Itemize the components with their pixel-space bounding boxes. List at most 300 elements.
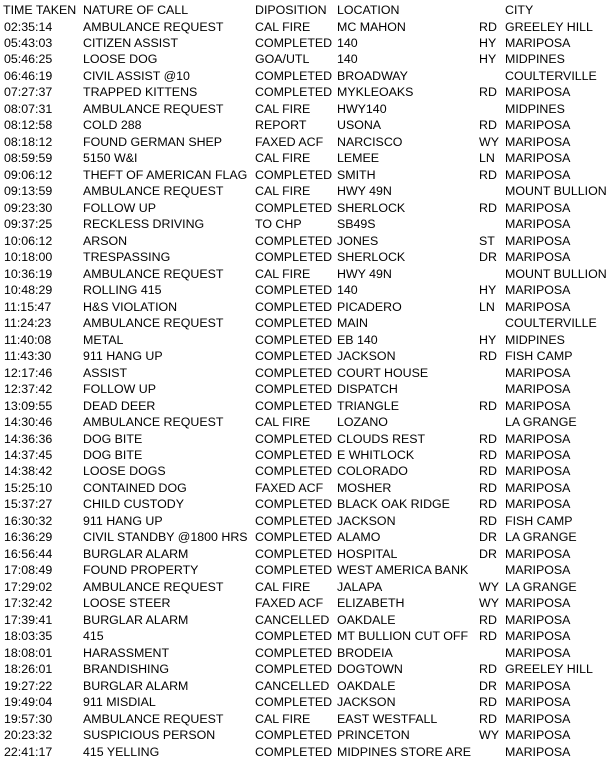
table-row	[0, 51, 614, 67]
location-cell: JACKSON	[337, 349, 396, 364]
time-taken-cell: 17:29:02	[4, 579, 53, 594]
disposition-cell: COMPLETED	[255, 744, 333, 759]
location-cell: USONA	[337, 118, 382, 133]
location-cell: MT BULLION CUT OFF	[337, 629, 469, 644]
road-type-cell: DR	[479, 250, 497, 265]
time-taken-cell: 10:18:00	[4, 250, 53, 265]
city-cell: MARIPOSA	[505, 283, 571, 298]
nature-of-call-cell: AMBULANCE REQUEST	[83, 19, 224, 34]
location-cell: ELIZABETH	[337, 596, 405, 611]
time-taken-cell: 13:09:55	[4, 398, 53, 413]
disposition-cell: CAL FIRE	[255, 711, 311, 726]
road-type-cell: RD	[479, 662, 497, 677]
time-taken-cell: 14:36:36	[4, 431, 53, 446]
disposition-cell: COMPLETED	[255, 447, 333, 462]
disposition-cell: COMPLETED	[255, 233, 333, 248]
time-taken-cell: 12:17:46	[4, 365, 53, 380]
location-cell: 140	[337, 52, 358, 67]
time-taken-cell: 07:27:37	[4, 85, 53, 100]
table-row	[0, 101, 614, 117]
header-time-taken: TIME TAKEN	[3, 3, 77, 17]
time-taken-cell: 14:37:45	[4, 447, 53, 462]
city-cell: MARIPOSA	[505, 365, 571, 380]
nature-of-call-cell: ARSON	[83, 233, 128, 248]
road-type-cell: RD	[479, 167, 497, 182]
road-type-cell: ST	[479, 233, 495, 248]
table-row	[0, 365, 614, 381]
table-row	[0, 183, 614, 199]
disposition-cell: COMPLETED	[255, 497, 333, 512]
city-cell: MIDPINES	[505, 52, 565, 67]
disposition-cell: CAL FIRE	[255, 19, 311, 34]
disposition-cell: CAL FIRE	[255, 151, 311, 166]
disposition-cell: COMPLETED	[255, 398, 333, 413]
location-cell: MYKLEOAKS	[337, 85, 414, 100]
road-type-cell: RD	[479, 695, 497, 710]
time-taken-cell: 09:13:59	[4, 184, 53, 199]
disposition-cell: COMPLETED	[255, 563, 333, 578]
road-type-cell: WY	[479, 134, 499, 149]
nature-of-call-cell: 415 YELLING	[83, 744, 160, 759]
city-cell: FISH CAMP	[505, 513, 573, 528]
disposition-cell: COMPLETED	[255, 431, 333, 446]
nature-of-call-cell: TRAPPED KITTENS	[83, 85, 198, 100]
time-taken-cell: 05:43:03	[4, 35, 53, 50]
location-cell: LEMEE	[337, 151, 380, 166]
disposition-cell: FAXED ACF	[255, 596, 324, 611]
disposition-cell: CANCELLED	[255, 678, 330, 693]
disposition-cell: CAL FIRE	[255, 266, 311, 281]
disposition-cell: COMPLETED	[255, 299, 333, 314]
location-cell: 140	[337, 283, 358, 298]
city-cell: MIDPINES	[505, 332, 565, 347]
time-taken-cell: 14:30:46	[4, 415, 53, 430]
nature-of-call-cell: AMBULANCE REQUEST	[83, 184, 224, 199]
city-cell: FISH CAMP	[505, 349, 573, 364]
time-taken-cell: 10:06:12	[4, 233, 53, 248]
city-cell: MARIPOSA	[505, 250, 571, 265]
header-row	[0, 2, 614, 18]
location-cell: PICADERO	[337, 299, 402, 314]
table-row	[0, 150, 614, 166]
road-type-cell: RD	[479, 349, 497, 364]
disposition-cell: COMPLETED	[255, 349, 333, 364]
table-row	[0, 68, 614, 84]
city-cell: MARIPOSA	[505, 299, 571, 314]
road-type-cell: RD	[479, 200, 497, 215]
disposition-cell: COMPLETED	[255, 316, 333, 331]
disposition-cell: COMPLETED	[255, 629, 333, 644]
time-taken-cell: 14:38:42	[4, 464, 53, 479]
city-cell: MARIPOSA	[505, 35, 571, 50]
city-cell: LA GRANGE	[505, 530, 577, 545]
header-nature-of-call: NATURE OF CALL	[83, 3, 189, 17]
nature-of-call-cell: AMBULANCE REQUEST	[83, 101, 224, 116]
city-cell: MARIPOSA	[505, 497, 571, 512]
disposition-cell: COMPLETED	[255, 85, 333, 100]
time-taken-cell: 08:18:12	[4, 134, 53, 149]
city-cell: MIDPINES	[505, 101, 565, 116]
city-cell: COULTERVILLE	[505, 68, 597, 83]
city-cell: MARIPOSA	[505, 678, 571, 693]
location-cell: WEST AMERICA BANK	[337, 563, 469, 578]
city-cell: MARIPOSA	[505, 744, 571, 759]
time-taken-cell: 08:12:58	[4, 118, 53, 133]
location-cell: JACKSON	[337, 513, 396, 528]
table-row	[0, 216, 614, 232]
road-type-cell: RD	[479, 118, 497, 133]
nature-of-call-cell: 5150 W&I	[83, 151, 138, 166]
time-taken-cell: 05:46:25	[4, 52, 53, 67]
nature-of-call-cell: 911 HANG UP	[83, 513, 163, 528]
disposition-cell: COMPLETED	[255, 546, 333, 561]
table-row	[0, 612, 614, 628]
time-taken-cell: 09:37:25	[4, 217, 53, 232]
table-row	[0, 249, 614, 265]
city-cell: MARIPOSA	[505, 612, 571, 627]
road-type-cell: HY	[479, 332, 497, 347]
location-cell: EAST WESTFALL	[337, 711, 438, 726]
city-cell: GREELEY HILL	[505, 662, 593, 677]
time-taken-cell: 18:03:35	[4, 629, 53, 644]
time-taken-cell: 02:35:14	[4, 19, 53, 34]
header-location: LOCATION	[337, 3, 400, 17]
time-taken-cell: 19:27:22	[4, 678, 53, 693]
road-type-cell: HY	[479, 52, 497, 67]
nature-of-call-cell: BURGLAR ALARM	[83, 678, 189, 693]
location-cell: SHERLOCK	[337, 250, 406, 265]
road-type-cell: RD	[479, 464, 497, 479]
table-row	[0, 529, 614, 545]
road-type-cell: RD	[479, 612, 497, 627]
location-cell: DISPATCH	[337, 382, 398, 397]
disposition-cell: FAXED ACF	[255, 134, 324, 149]
table-row	[0, 299, 614, 315]
time-taken-cell: 12:37:42	[4, 382, 53, 397]
city-cell: MARIPOSA	[505, 85, 571, 100]
table-row	[0, 496, 614, 512]
nature-of-call-cell: ROLLING 415	[83, 283, 162, 298]
nature-of-call-cell: CHILD CUSTODY	[83, 497, 184, 512]
nature-of-call-cell: FOUND GERMAN SHEP	[83, 134, 223, 149]
nature-of-call-cell: AMBULANCE REQUEST	[83, 316, 224, 331]
city-cell: MARIPOSA	[505, 118, 571, 133]
road-type-cell: RD	[479, 629, 497, 644]
disposition-cell: CAL FIRE	[255, 184, 311, 199]
road-type-cell: RD	[479, 497, 497, 512]
location-cell: CLOUDS REST	[337, 431, 426, 446]
location-cell: NARCISCO	[337, 134, 403, 149]
location-cell: SMITH	[337, 167, 376, 182]
location-cell: JACKSON	[337, 695, 396, 710]
road-type-cell: RD	[479, 85, 497, 100]
nature-of-call-cell: CITIZEN ASSIST	[83, 35, 179, 50]
disposition-cell: COMPLETED	[255, 250, 333, 265]
nature-of-call-cell: AMBULANCE REQUEST	[83, 266, 224, 281]
city-cell: MOUNT BULLION	[505, 184, 607, 199]
time-taken-cell: 19:57:30	[4, 711, 53, 726]
road-type-cell: RD	[479, 431, 497, 446]
road-type-cell: RD	[479, 480, 497, 495]
location-cell: E WHITLOCK	[337, 447, 415, 462]
location-cell: DOGTOWN	[337, 662, 403, 677]
location-cell: LOZANO	[337, 415, 388, 430]
disposition-cell: COMPLETED	[255, 283, 333, 298]
time-taken-cell: 16:56:44	[4, 546, 53, 561]
disposition-cell: GOA/UTL	[255, 52, 310, 67]
nature-of-call-cell: DEAD DEER	[83, 398, 156, 413]
time-taken-cell: 17:32:42	[4, 596, 53, 611]
city-cell: MARIPOSA	[505, 431, 571, 446]
time-taken-cell: 22:41:17	[4, 744, 53, 759]
location-cell: 140	[337, 35, 358, 50]
table-row	[0, 117, 614, 133]
nature-of-call-cell: BRANDISHING	[83, 662, 170, 677]
header-disposition: DIPOSITION	[255, 3, 327, 17]
road-type-cell: DR	[479, 530, 497, 545]
location-cell: MOSHER	[337, 480, 392, 495]
location-cell: BRODEIA	[337, 645, 393, 660]
nature-of-call-cell: FOLLOW UP	[83, 382, 156, 397]
table-row	[0, 727, 614, 743]
time-taken-cell: 20:23:32	[4, 728, 53, 743]
time-taken-cell: 08:07:31	[4, 101, 53, 116]
city-cell: MARIPOSA	[505, 464, 571, 479]
nature-of-call-cell: H&S VIOLATION	[83, 299, 178, 314]
disposition-cell: FAXED ACF	[255, 480, 324, 495]
table-row	[0, 678, 614, 694]
road-type-cell: DR	[479, 678, 497, 693]
table-row	[0, 744, 614, 760]
city-cell: MARIPOSA	[505, 447, 571, 462]
location-cell: MIDPINES STORE ARE	[337, 744, 472, 759]
nature-of-call-cell: CIVIL ASSIST @10	[83, 68, 190, 83]
location-cell: SHERLOCK	[337, 200, 406, 215]
table-row	[0, 513, 614, 529]
table-row	[0, 381, 614, 397]
location-cell: OAKDALE	[337, 612, 396, 627]
city-cell: MARIPOSA	[505, 480, 571, 495]
disposition-cell: COMPLETED	[255, 464, 333, 479]
time-taken-cell: 06:46:19	[4, 68, 53, 83]
time-taken-cell: 09:23:30	[4, 200, 53, 215]
nature-of-call-cell: FOUND PROPERTY	[83, 563, 199, 578]
location-cell: BROADWAY	[337, 68, 408, 83]
nature-of-call-cell: 911 MISDIAL	[83, 695, 156, 710]
city-cell: MARIPOSA	[505, 233, 571, 248]
time-taken-cell: 08:59:59	[4, 151, 53, 166]
location-cell: TRIANGLE	[337, 398, 399, 413]
table-row	[0, 628, 614, 644]
location-cell: MC MAHON	[337, 19, 406, 34]
disposition-cell: COMPLETED	[255, 530, 333, 545]
nature-of-call-cell: SUSPICIOUS PERSON	[83, 728, 216, 743]
city-cell: MARIPOSA	[505, 151, 571, 166]
time-taken-cell: 11:24:23	[4, 316, 52, 331]
time-taken-cell: 10:36:19	[4, 266, 53, 281]
location-cell: ALAMO	[337, 530, 381, 545]
time-taken-cell: 09:06:12	[4, 167, 53, 182]
city-cell: MARIPOSA	[505, 728, 571, 743]
location-cell: BLACK OAK RIDGE	[337, 497, 450, 512]
city-cell: MARIPOSA	[505, 695, 571, 710]
location-cell: COURT HOUSE	[337, 365, 429, 380]
city-cell: MARIPOSA	[505, 200, 571, 215]
road-type-cell: DR	[479, 546, 497, 561]
table-row	[0, 711, 614, 727]
header-city: CITY	[505, 3, 534, 17]
nature-of-call-cell: DOG BITE	[83, 431, 143, 446]
time-taken-cell: 15:37:27	[4, 497, 53, 512]
nature-of-call-cell: FOLLOW UP	[83, 200, 156, 215]
city-cell: MARIPOSA	[505, 134, 571, 149]
time-taken-cell: 18:08:01	[4, 645, 53, 660]
nature-of-call-cell: LOOSE DOGS	[83, 464, 166, 479]
table-row	[0, 431, 614, 447]
table-row	[0, 35, 614, 51]
location-cell: OAKDALE	[337, 678, 396, 693]
city-cell: MARIPOSA	[505, 596, 571, 611]
road-type-cell: RD	[479, 711, 497, 726]
road-type-cell: HY	[479, 35, 497, 50]
road-type-cell: RD	[479, 19, 497, 34]
table-row	[0, 480, 614, 496]
time-taken-cell: 11:43:30	[4, 349, 52, 364]
nature-of-call-cell: CONTAINED DOG	[83, 480, 187, 495]
table-row	[0, 447, 614, 463]
road-type-cell: HY	[479, 283, 497, 298]
city-cell: GREELEY HILL	[505, 19, 593, 34]
disposition-cell: COMPLETED	[255, 695, 333, 710]
road-type-cell: RD	[479, 398, 497, 413]
table-row	[0, 200, 614, 216]
nature-of-call-cell: 911 HANG UP	[83, 349, 163, 364]
table-row	[0, 282, 614, 298]
disposition-cell: COMPLETED	[255, 662, 333, 677]
disposition-cell: COMPLETED	[255, 728, 333, 743]
nature-of-call-cell: LOOSE DOG	[83, 52, 158, 67]
time-taken-cell: 18:26:01	[4, 662, 53, 677]
city-cell: MARIPOSA	[505, 546, 571, 561]
nature-of-call-cell: LOOSE STEER	[83, 596, 171, 611]
table-row	[0, 348, 614, 364]
disposition-cell: COMPLETED	[255, 200, 333, 215]
table-row	[0, 134, 614, 150]
table-row	[0, 645, 614, 661]
city-cell: LA GRANGE	[505, 579, 577, 594]
city-cell: MARIPOSA	[505, 382, 571, 397]
location-cell: MAIN	[337, 316, 368, 331]
city-cell: MARIPOSA	[505, 629, 571, 644]
location-cell: COLORADO	[337, 464, 408, 479]
location-cell: HWY 49N	[337, 184, 392, 199]
table-row	[0, 661, 614, 677]
table-row	[0, 546, 614, 562]
nature-of-call-cell: BURGLAR ALARM	[83, 612, 189, 627]
location-cell: HWY140	[337, 101, 387, 116]
disposition-cell: COMPLETED	[255, 167, 333, 182]
road-type-cell: RD	[479, 447, 497, 462]
table-row	[0, 579, 614, 595]
disposition-cell: TO CHP	[255, 217, 302, 232]
city-cell: LA GRANGE	[505, 415, 577, 430]
nature-of-call-cell: RECKLESS DRIVING	[83, 217, 205, 232]
location-cell: SB49S	[337, 217, 376, 232]
city-cell: MARIPOSA	[505, 645, 571, 660]
time-taken-cell: 17:39:41	[4, 612, 53, 627]
road-type-cell: RD	[479, 513, 497, 528]
location-cell: PRINCETON	[337, 728, 410, 743]
time-taken-cell: 10:48:29	[4, 283, 53, 298]
table-row	[0, 332, 614, 348]
location-cell: HWY 49N	[337, 266, 392, 281]
city-cell: MARIPOSA	[505, 398, 571, 413]
nature-of-call-cell: TRESPASSING	[83, 250, 171, 265]
nature-of-call-cell: CIVIL STANDBY @1800 HRS	[83, 530, 248, 545]
nature-of-call-cell: ASSIST	[83, 365, 128, 380]
location-cell: JONES	[337, 233, 379, 248]
city-cell: MARIPOSA	[505, 167, 571, 182]
road-type-cell: LN	[479, 151, 495, 166]
time-taken-cell: 11:40:08	[4, 332, 52, 347]
location-cell: JALAPA	[337, 579, 383, 594]
time-taken-cell: 19:49:04	[4, 695, 53, 710]
nature-of-call-cell: AMBULANCE REQUEST	[83, 415, 224, 430]
table-row	[0, 595, 614, 611]
disposition-cell: COMPLETED	[255, 35, 333, 50]
table-row	[0, 19, 614, 35]
disposition-cell: CANCELLED	[255, 612, 330, 627]
nature-of-call-cell: THEFT OF AMERICAN FLAG	[83, 167, 248, 182]
table-row	[0, 233, 614, 249]
city-cell: MARIPOSA	[505, 563, 571, 578]
table-row	[0, 167, 614, 183]
time-taken-cell: 17:08:49	[4, 563, 53, 578]
time-taken-cell: 11:15:47	[4, 299, 52, 314]
nature-of-call-cell: 415	[83, 629, 104, 644]
nature-of-call-cell: AMBULANCE REQUEST	[83, 711, 224, 726]
time-taken-cell: 16:36:29	[4, 530, 53, 545]
table-row	[0, 694, 614, 710]
disposition-cell: REPORT	[255, 118, 307, 133]
table-row	[0, 414, 614, 430]
table-row	[0, 398, 614, 414]
nature-of-call-cell: HARASSMENT	[83, 645, 170, 660]
disposition-cell: CAL FIRE	[255, 579, 311, 594]
time-taken-cell: 15:25:10	[4, 480, 53, 495]
nature-of-call-cell: BURGLAR ALARM	[83, 546, 189, 561]
city-cell: MOUNT BULLION	[505, 266, 607, 281]
table-row	[0, 562, 614, 578]
disposition-cell: CAL FIRE	[255, 415, 311, 430]
table-row	[0, 266, 614, 282]
road-type-cell: WY	[479, 596, 499, 611]
disposition-cell: COMPLETED	[255, 332, 333, 347]
disposition-cell: COMPLETED	[255, 513, 333, 528]
disposition-cell: COMPLETED	[255, 382, 333, 397]
location-cell: HOSPITAL	[337, 546, 398, 561]
road-type-cell: WY	[479, 579, 499, 594]
city-cell: MARIPOSA	[505, 217, 571, 232]
disposition-cell: COMPLETED	[255, 645, 333, 660]
nature-of-call-cell: METAL	[83, 332, 124, 347]
city-cell: COULTERVILLE	[505, 316, 597, 331]
nature-of-call-cell: AMBULANCE REQUEST	[83, 579, 224, 594]
nature-of-call-cell: COLD 288	[83, 118, 142, 133]
road-type-cell: WY	[479, 728, 499, 743]
disposition-cell: COMPLETED	[255, 68, 333, 83]
table-row	[0, 463, 614, 479]
